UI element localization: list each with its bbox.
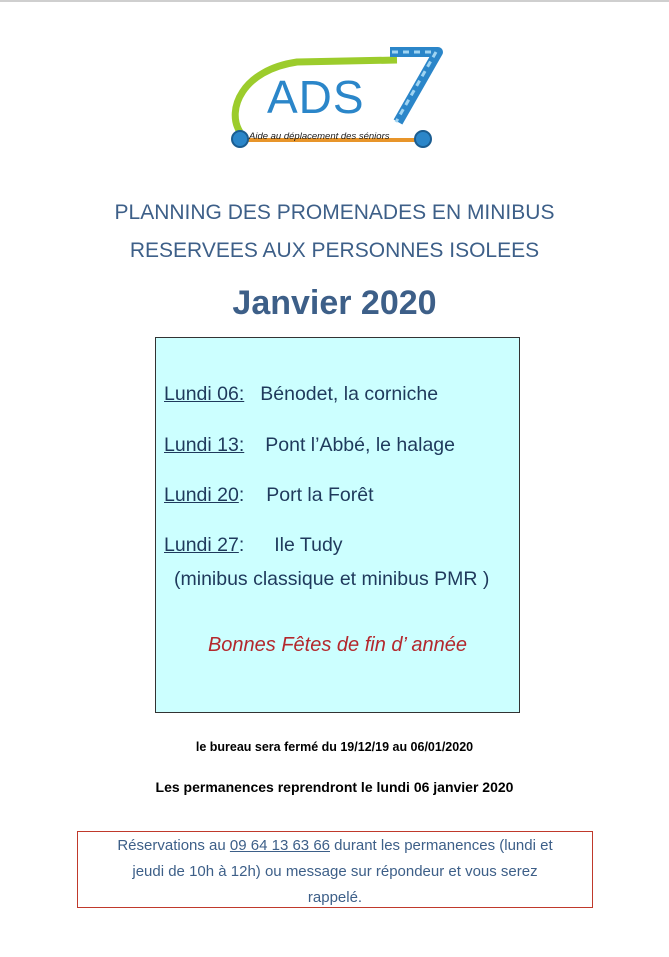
reservation-line-2: jeudi de 10h à 12h) ou message sur répondeur et vous serez bbox=[132, 863, 538, 880]
schedule-sep: : bbox=[238, 534, 245, 556]
reservation-box bbox=[77, 831, 593, 908]
month-title: Janvier 2020 bbox=[232, 284, 437, 322]
resume-notice: Les permanences reprendront le lundi 06 janvier 2020 bbox=[155, 779, 514, 795]
schedule-day: Lundi 06: bbox=[164, 383, 245, 405]
logo-tagline: Aide au déplacement des séniors bbox=[249, 131, 390, 142]
holiday-wishes: Bonnes Fêtes de fin d’ année bbox=[207, 634, 468, 656]
reservation-prefix: Réservations au bbox=[117, 837, 230, 854]
title-line-1: PLANNING DES PROMENADES EN MINIBUS bbox=[114, 201, 555, 224]
reservation-line-3: rappelé. bbox=[307, 889, 363, 906]
ads-logo bbox=[222, 40, 447, 158]
schedule-place: Port la Forêt bbox=[266, 484, 374, 506]
schedule-place: Bénodet, la corniche bbox=[260, 383, 439, 405]
schedule-box bbox=[155, 337, 520, 713]
reservation-line-1 bbox=[78, 833, 592, 859]
schedule-item-1 bbox=[164, 383, 438, 406]
schedule-sep: : bbox=[238, 484, 245, 506]
schedule-place: Ile Tudy bbox=[274, 534, 343, 556]
schedule-item-3 bbox=[164, 484, 374, 507]
schedule-place: Pont l’Abbé, le halage bbox=[265, 434, 455, 456]
schedule-day: Lundi 20 bbox=[164, 484, 239, 506]
schedule-item-2 bbox=[164, 434, 455, 457]
office-closed-notice: le bureau sera fermé du 19/12/19 au 06/01/2020 bbox=[195, 740, 474, 754]
schedule-day: Lundi 27 bbox=[164, 534, 239, 556]
schedule-item-4 bbox=[164, 534, 343, 557]
top-border bbox=[0, 0, 669, 2]
reservation-line-1-rest: durant les permanences (lundi et bbox=[330, 837, 553, 854]
schedule-day: Lundi 13: bbox=[164, 434, 245, 456]
title-line-2: RESERVEES AUX PERSONNES ISOLEES bbox=[129, 239, 540, 262]
logo-text: ADS bbox=[267, 71, 365, 123]
phone-link[interactable]: 09 64 13 63 66 bbox=[229, 837, 330, 854]
schedule-note: (minibus classique et minibus PMR ) bbox=[174, 568, 490, 590]
